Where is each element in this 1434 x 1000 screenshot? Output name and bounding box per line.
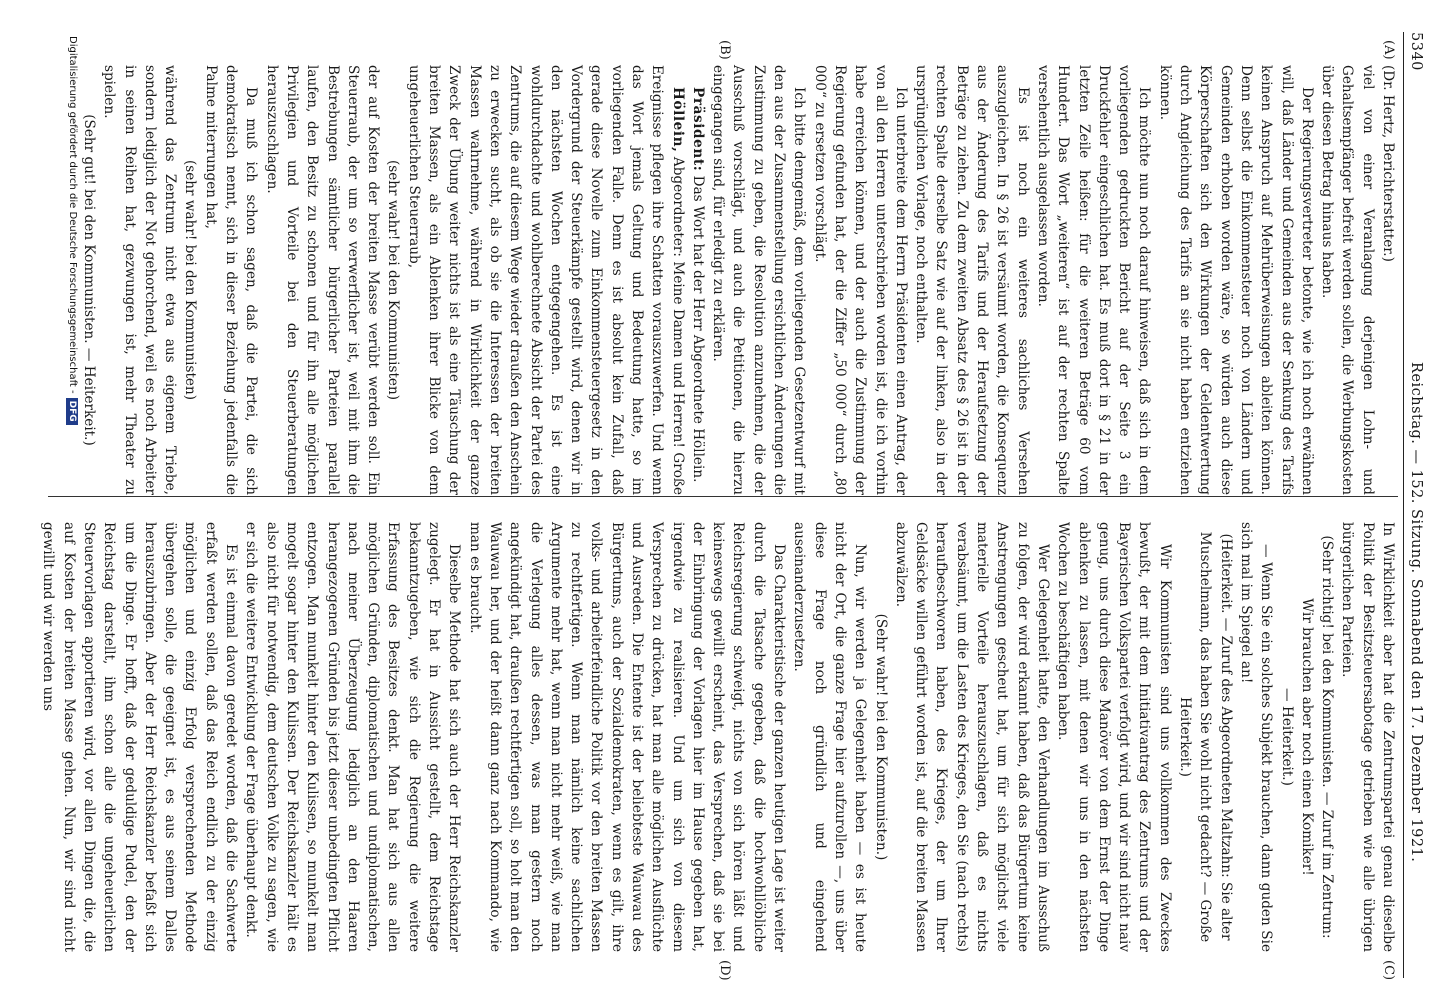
margin-letter-a: (A) bbox=[1381, 40, 1396, 60]
paragraph: Ich bitte demgemäß, dem vorliegenden Gesetzentwurf mit den aus der Zusammenstellung ersichtlichen Änderungen die Zustimmung zu geben, die Resolution anzunehmen, die der Ausschuß vorschlägt, und auch die Petitionen, die hierzu eingegangen sind, für erledigt zu erklären. bbox=[710, 65, 808, 495]
speaker-name: Höllein, bbox=[669, 87, 686, 153]
paragraph: Wer Gelegenheit hatte, den Verhandlungen im Ausschuß zu folgen, der wird erkannt haben, daß das Bürgertum keine Anstrengungen gescheut hat, um für sich möglichst viele materielle Vorteile herauszuschlagen, daß es nichts verabsäumt, um die Lasten des Krieges, den Sie (nach rechts) heraufbeschworen haben, des Krieges, der um Ihrer Geldsäcke willen geführt worden ist, auf die breiten Massen abzuwälzen. bbox=[892, 522, 1051, 952]
margin-letter-b: (B) bbox=[717, 40, 732, 60]
interjection: (Heiterkeit. — Zuruf des Abgeordneten Maltzahn: Sie alter Muschelmann, das haben Sie wohl nicht gedacht? — Große Heiterkeit.) bbox=[1177, 531, 1234, 943]
interjection: — Heiterkeit.) bbox=[1278, 688, 1295, 786]
paragraph: Das Charakteristische der ganzen heutigen Lage ist weiter durch die Tatsache gegeben, daß die hochwohllöbliche Reichsregierung schweigt, nichts von sich hören läßt und keineswegs gewillt erscheint, das Versprechen, daß sie bei der Einbringung der Vorlagen hier im Hause gegeben hat, irgendwie zu realisieren. Und um sich von diesem Versprechen zu drücken, hat man alle möglichen Ausflüchte und Ausreden. Die Entente ist der beliebteste Wauwau des Bürgertums, auch der Sozialdemokraten, wenn es gilt, ihre volks- und arbeiterfeindliche Politik vor den breiten Massen zu rechtfertigen. Wenn man nämlich keine sachlichen Argumente mehr hat, wenn man nicht mehr weiß, wie man die Verlegung alles dessen, was man gestern noch angekündigt hat, draußen rechtfertigen soll, so holt man den Wauwau her, und der heißt dann ganz nach Kommando, wie man es braucht. bbox=[466, 522, 788, 952]
interjection: (Sehr gut! bei den Kommunisten. — Heiterkeit.) bbox=[81, 114, 97, 446]
speech-intro bbox=[403, 65, 687, 495]
margin-letter-d: (D) bbox=[717, 960, 732, 981]
paragraph: der auf Kosten der breiten Masse verübt werden soll. Ein Steuerraub, der um so verwerflicher ist, weil mit ihm die Bestrebungen sämtlicher bürgerlicher Parteien parallel laufen, den Besitz zu schonen und für ihn alle möglichen Privilegien und Vorteile bei den Steuerberatungen herauszuschlagen. bbox=[263, 65, 382, 495]
paragraph: Ich unterbreite dem Herrn Präsidenten einen Antrag, der von all den Herren unterschrieben worden ist, die ich vorhin habe erreichen können, und der auch die Zustimmung der Regierung gefunden hat, der die Ziffer „50 000“ durch „80 000“ zu ersetzen vorschlägt. bbox=[811, 65, 909, 495]
interjection: (Sehr richtig! bei den Kommunisten. — Zuruf im Zentrum: Wir brauchen aber noch einen Komiker! bbox=[1298, 535, 1336, 939]
speaker-name: Präsident: bbox=[689, 87, 706, 172]
interjection: (sehr wahr! bei den Kommunisten) bbox=[385, 159, 402, 401]
digitization-credit bbox=[66, 36, 78, 996]
paragraph: Es ist einmal davon geredet worden, daß die Sachwerte erfaßt werden sollen, daß das Reich endlich zu der einzig möglichen und einzig Erfolg versprechenden Methode übergehen solle, die geeignet ist, es aus seinem Dalles herauszubringen. Aber der Herr Reichskanzler befaßt sich um die Dinge. Er hofft, daß der geduldige Pudel, den der Reichstag darstellt, ihm schon alle die ungeheuerlichen Steuervorlagen apportieren wird, vor allen Dingen die, die auf Kosten der breiten Masse gehen. Nun, wir sind nicht gewillt und wir werden uns bbox=[40, 522, 240, 952]
speech-intro bbox=[688, 65, 708, 495]
interjection: (sehr wahr! bei den Kommunisten) bbox=[182, 159, 199, 401]
dfg-logo: DFG bbox=[66, 398, 78, 425]
paragraph: In Wirklichkeit aber hat die Zentrumspartei genau dieselbe Politik der Besitzsteuersabotage getrieben wie alle übrigen bürgerlichen Parteien. bbox=[1339, 522, 1396, 952]
paragraph: Es ist noch ein weiteres sachliches Versehen auszugleichen. In § 26 ist versäumt worden, die Konsequenz aus der Änderung des Tarifs und der Heraufsetzung der Beträge zu ziehen. Zu dem zweiten Absatz des § 26 ist in der rechten Spalte derselbe Satz wie auf der linken, also in der ursprünglichen Vorlage, noch enthalten. bbox=[913, 65, 1031, 495]
speech-text: Das Wort hat der Herr Abgeordnete Höllein. bbox=[689, 175, 706, 483]
page-header bbox=[1403, 32, 1426, 978]
speech-text: Abgeordneter: Meine Damen und Herren! Große Ereignisse pflegen ihre Schatten vorauszuwerfen. Und wenn das Wort jemals Geltung und Bedeutung hatte, so im vorliegenden Falle. Denn es ist absolut kein Zufall, daß gerade diese Novelle zum Einkommensteuergesetz in den Vordergrund der Steuerkämpfe gestellt wird, denen wir in den nächsten Wochen entgegengehen. Es ist eine wohldurchdachte und wohlberechnete Absicht der Partei des Zentrums, die auf diesem Wege wieder draußen den Anschein zu erwecken sucht, als ob sie die Interessen der breiten Massen wahrnehme, während in Wirklichkeit der ganze Zweck der Übung weiter nichts ist als eine Täuschung der breiten Massen, als ein Ablenken ihrer Blicke von dem ungeheuerlichen Steuerraub, bbox=[405, 65, 686, 496]
speaker-tag: (Dr. Hertz, Berichterstatter.) bbox=[1380, 65, 1396, 262]
page-number: 5340 bbox=[1408, 32, 1424, 71]
paragraph: während das Zentrum nicht etwa aus eigenem Triebe, sondern lediglich der Not gehorchend, weil es noch Arbeiter in seinen Reihen hat, gezwungen ist, mehr Theater zu spielen. bbox=[101, 65, 179, 495]
paragraph: — Wenn Sie ein solches Subjekt brauchen, dann guden Sie sich mal im Spiegel an! bbox=[1237, 522, 1275, 952]
running-title: Reichstag. — 152. Sitzung. Sonnabend den 17. Dezember 1921. bbox=[1408, 362, 1424, 863]
paragraph: Dieselbe Methode hat sich auch der Herr Reichskanzler zugelegt. Er hat in Aussicht gestellt, dem Reichstage bekanntzugeben, wie sich die Regierung die weitere Erfassung des Besitzes denkt. Man hat sich aus allen möglichen Gründen, diplomatischen und undiplomatischen, nach meiner Überzeugung lediglich an den Haaren herangezogenen Gründen bis jetzt dieser unbedingten Pflicht entzogen. Man munkelt hinter den Kulissen, so munkelt man mogelt sogar hinter den Kulissen. Der Reichskanzler hält es also nicht für notwendig, dem deutschen Volke zu sagen, wie er sich die weitere Entwicklung der Frage überhaupt denkt. bbox=[243, 522, 463, 952]
credit-text: Digitalisierung gefördert durch die Deutsche Forschungsgemeinschaft - bbox=[67, 36, 78, 394]
right-column bbox=[38, 522, 1398, 952]
interjection: (Sehr wahr! bei den Kommunisten.) bbox=[872, 613, 889, 861]
newspaper-page bbox=[24, 0, 1434, 1000]
paragraph: Nun, wir werden ja Gelegenheit haben — es ist heute nicht der Ort, die ganze Frage hier aufzurollen —, uns über diese Frage noch gründlich und eingehend auseinanderzusetzen. bbox=[791, 522, 869, 952]
margin-letter-c: (C) bbox=[1381, 960, 1396, 981]
paragraph: Ich möchte nun noch darauf hinweisen, daß sich in dem vorliegenden gedruckten Bericht auf der Seite 3 ein Druckfehler eingeschlichen hat. Es muß dort in § 21 in der letzten Zeile heißen: für die weiteren Beträge 60 vom Hundert. Das Wort „weiteren“ ist auf der rechten Spalte versehentlich ausgelassen worden. bbox=[1034, 65, 1153, 495]
left-column bbox=[79, 65, 1398, 495]
column-divider bbox=[48, 496, 1398, 497]
paragraph: viel von einer Veranlagung derjenigen Lohn- und Gehaltsempfänger befreit werden sollen, die Werbungskosten über diesen Betrag hinaus haben. bbox=[1319, 65, 1376, 495]
paragraph: Da muß ich schon sagen, daß die Partei, die sich demokratisch nennt, sich in dieser Beziehung jedenfalls die Palme miterrungen hat, bbox=[202, 65, 260, 495]
paragraph: Der Regierungsvertreter betonte, wie ich noch erwähnen will, daß Länder und Gemeinden aus der Senkung des Tarifs keinen Anspruch auf Mehrüberweisungen ableiten können. Denn selbst die Einkommensteuer noch von Ländern und Gemeinden erhoben worden wäre, so würden auch diese Körperschaften sich den Wirkungen der Geldentwertung durch Angleichung des Tarifs an sie nicht haben entziehen können. bbox=[1156, 65, 1315, 495]
paragraph: Wir Kommunisten sind uns vollkommen des Zweckes bewußt, der mit dem Initiativantrag des Zentrums und der Bayerischen Volkspartei verfolgt wird, und wir sind nicht naiv genug, uns durch diese Manöver von dem Ernst der Dinge ablenken zu lassen, mit denen wir uns in den nächsten Wochen zu beschäftigen haben. bbox=[1055, 522, 1173, 952]
